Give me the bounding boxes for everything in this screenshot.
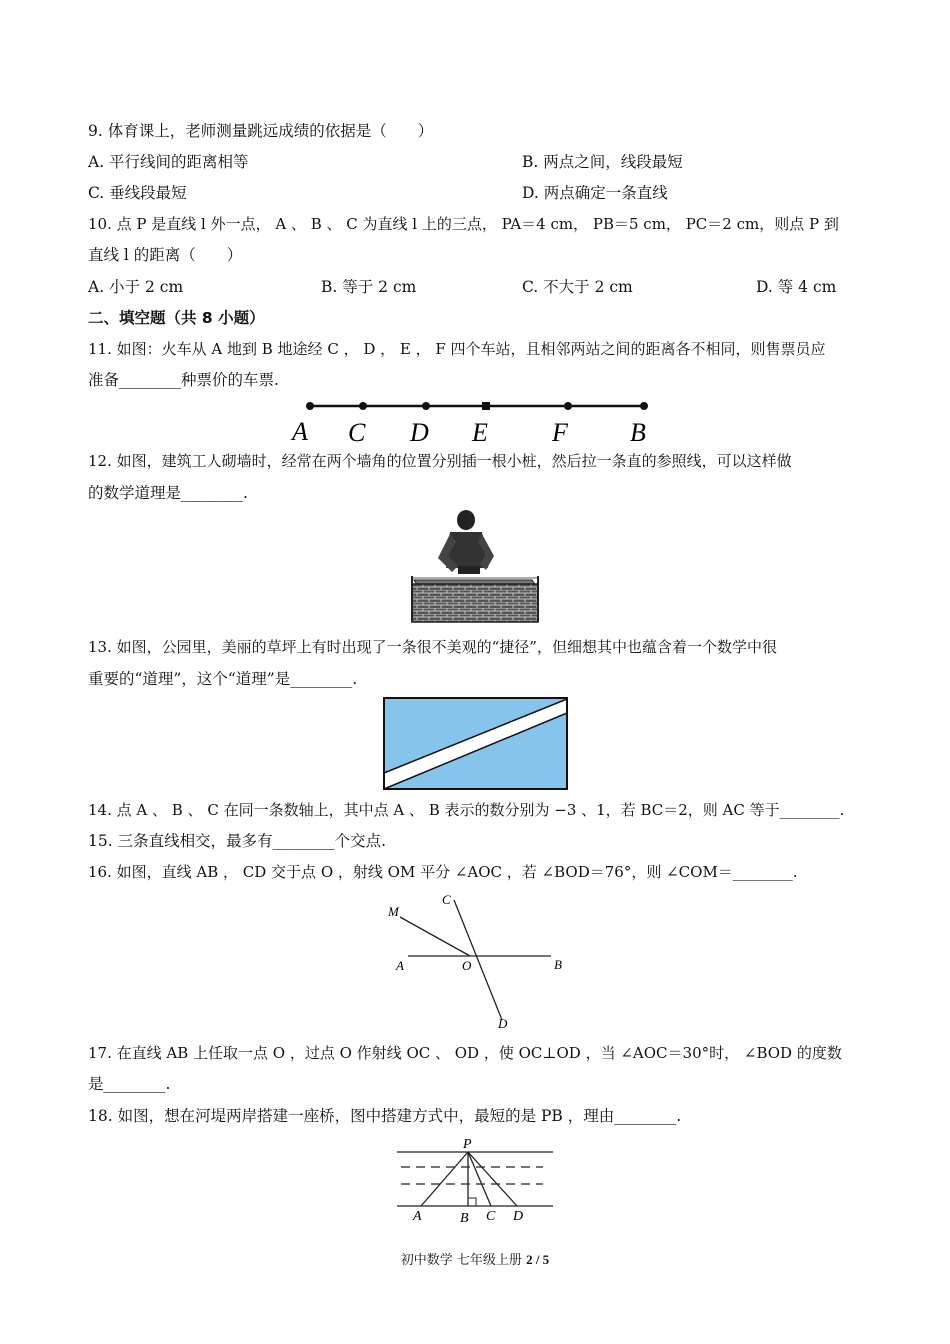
label-a: A	[292, 417, 308, 444]
label-b: B	[554, 957, 562, 972]
q10-option-a: A. 小于 2 cm	[88, 278, 184, 296]
q13-line1: 13. 如图，公园里，美丽的草坪上有时出现了一条很不美观的“捷径”，但细想其中也蕴含着一个数学中很	[88, 638, 777, 656]
station-dot	[422, 402, 430, 410]
q13-figure-lawn	[383, 697, 568, 790]
q17-line2: 是________.	[88, 1075, 171, 1093]
page-number: 2 / 5	[526, 1252, 550, 1267]
q13-line2: 重要的“道理”，这个“道理”是________.	[88, 670, 358, 688]
label-m: M	[388, 904, 399, 919]
label-b: B	[460, 1211, 469, 1224]
q18-figure-bridge	[393, 1134, 558, 1224]
q14-stem: 14. 点 A 、 B 、 C 在同一条数轴上，其中点 A 、 B 表示的数分别为 −3 、1，若 BC＝2，则 AC 等于________.	[88, 801, 845, 819]
label-c: C	[348, 418, 366, 444]
station-dot	[306, 402, 314, 410]
q11-line1: 11. 如图：火车从 A 地到 B 地途经 C ， D ， E ， F 四个车站，且相邻两站之间的距离各不相同，则售票员应	[88, 340, 826, 358]
label-a: A	[396, 958, 404, 973]
label-b: B	[630, 418, 646, 444]
q9-stem: 9. 体育课上，老师测量跳远成绩的依据是（ ）	[88, 122, 434, 140]
q9-option-b: B. 两点之间，线段最短	[522, 153, 683, 171]
footer-text: 初中数学 七年级上册	[400, 1253, 527, 1268]
q10-option-b: B. 等于 2 cm	[321, 278, 417, 296]
label-d: D	[513, 1209, 524, 1224]
label-c: C	[442, 892, 451, 907]
station-dot	[359, 402, 367, 410]
q10-line2: 直线 l 的距离（ ）	[88, 246, 243, 264]
label-a: A	[413, 1209, 422, 1224]
label-f: F	[552, 418, 568, 444]
q18-stem: 18. 如图，想在河堤两岸搭建一座桥，图中搭建方式中，最短的是 PB ，理由________.	[88, 1107, 682, 1125]
label-c: C	[486, 1209, 496, 1224]
label-d: D	[410, 418, 429, 444]
q9-option-d: D. 两点确定一条直线	[522, 184, 668, 202]
page-footer	[0, 1249, 950, 1268]
label-d: D	[498, 1016, 508, 1031]
q10-option-d: D. 等 4 cm	[756, 278, 837, 296]
q9-option-a: A. 平行线间的距离相等	[88, 153, 249, 171]
station-dot	[482, 402, 490, 410]
q9-option-c: C. 垂线段最短	[88, 184, 187, 202]
q17-line1: 17. 在直线 AB 上任取一点 O ，过点 O 作射线 OC 、 OD ，使 OC⊥OD ，当 ∠AOC＝30°时， ∠BOD 的度数	[88, 1044, 842, 1062]
q12-line1: 12. 如图，建筑工人砌墙时，经常在两个墙角的位置分别插一根小桩，然后拉一条直的参照线，可以这样做	[88, 452, 792, 470]
q11-figure	[288, 396, 658, 444]
q12-line2: 的数学道理是________.	[88, 484, 248, 502]
q10-option-c: C. 不大于 2 cm	[522, 278, 633, 296]
label-o: O	[462, 958, 472, 973]
label-p: P	[463, 1137, 472, 1152]
q12-figure-bricklayer	[408, 506, 542, 624]
q10-line1: 10. 点 P 是直线 l 外一点， A 、 B 、 C 为直线 l 上的三点， PA＝4 cm， PB＝5 cm， PC＝2 cm，则点 P 到	[88, 215, 839, 233]
q16-figure-angles	[386, 890, 566, 1032]
q16-stem: 16. 如图，直线 AB ， CD 交于点 O ，射线 OM 平分 ∠AOC ，若 ∠BOD＝76°，则 ∠COM＝________.	[88, 863, 798, 881]
q11-line2: 准备________种票价的车票.	[88, 371, 279, 389]
q15-stem: 15. 三条直线相交，最多有________个交点.	[88, 832, 387, 850]
section-heading: 二、填空题（共 8 小题）	[88, 309, 265, 327]
station-dot	[640, 402, 648, 410]
label-e: E	[472, 418, 488, 444]
station-dot	[564, 402, 572, 410]
